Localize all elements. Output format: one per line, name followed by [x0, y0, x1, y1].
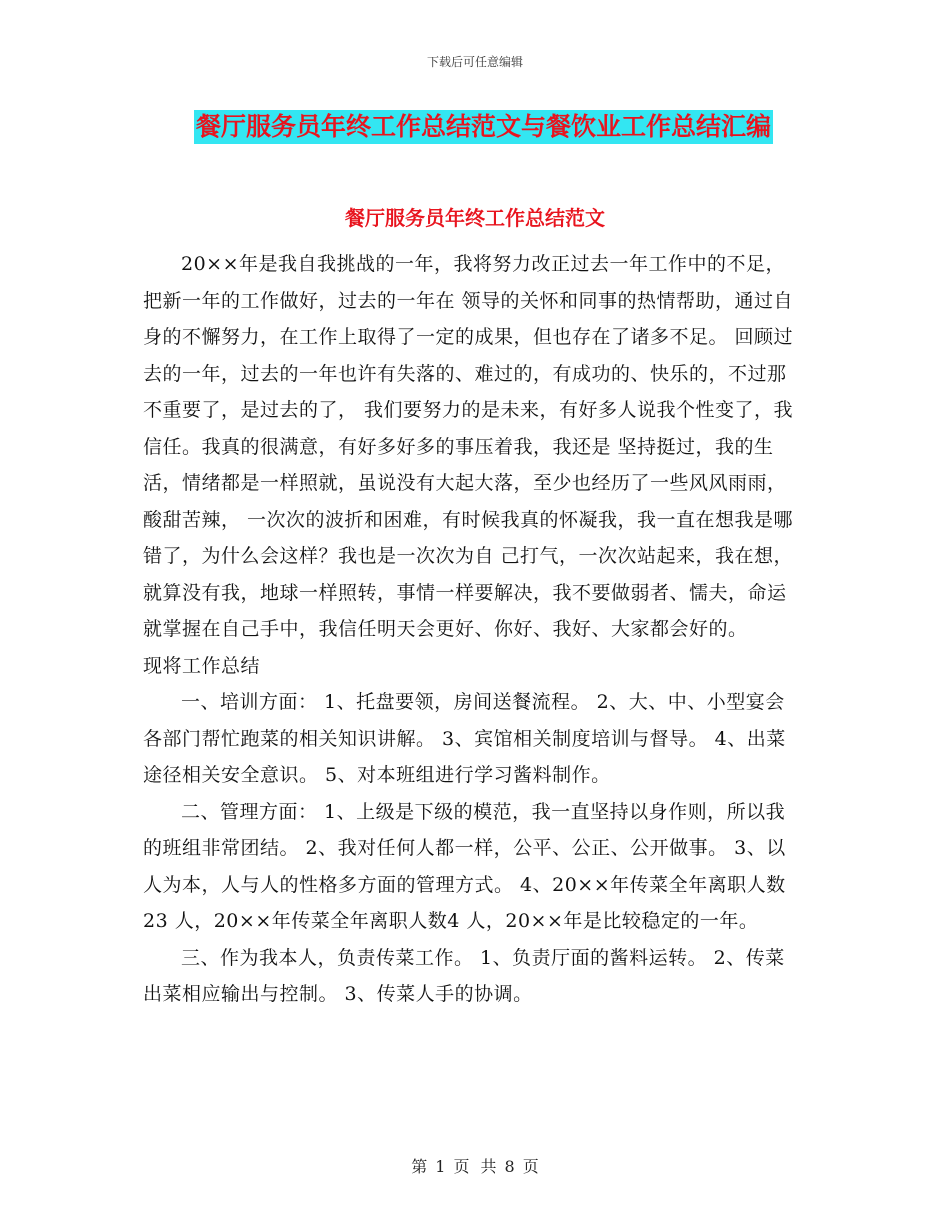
footer-prefix: 第: [411, 1157, 428, 1176]
paragraph-intro: 20××年是我自我挑战的一年，我将努力改正过去一年工作中的不足，把新一年的工作做好，过去的一年在 领导的关怀和同事的热情帮助，通过自身的不懈努力，在工作上取得了一定的成果，但也存在了诸多不足。 回顾过去的一年，过去的一年也许有失落的、难过的，有成功的、快乐的，不过那不重要了，是过去的了， 我们要努力的是未来，有好多人说我个性变了，我信任。我真的很满意，有好多好多的事压着我，我还是 坚持挺过，我的生活，情绪都是一样照就，虽说没有大起大落，至少也经历了一些风风雨雨，酸甜苦辣， 一次次的波折和困难，有时候我真的怀凝我，我一直在想我是哪错了，为什么会这样？我也是一次次为自 己打气，一次次站起来，我在想，就算没有我，地球一样照转，事情一样要解决，我不要做弱者、懦夫，命运就掌握在自己手中，我信任明天会更好、你好、我好、大家都会好的。: [143, 253, 794, 640]
paragraph-training: 一、培训方面： 1、托盘要领，房间送餐流程。 2、大、中、小型宴会各部门帮忙跑菜的相关知识讲解。 3、宾馆相关制度培训与督导。 4、出菜途径相关安全意识。 5、对本班组进行学习酱料制作。: [143, 691, 786, 786]
paragraph-duties: 三、作为我本人，负责传菜工作。 1、负责厅面的酱料运转。 2、传菜出菜相应输出与控制。 3、传菜人手的协调。: [143, 946, 785, 1005]
document-body: [143, 246, 803, 1013]
main-title: 餐厅服务员年终工作总结范文与餐饮业工作总结汇编: [194, 110, 773, 144]
paragraph-summary-lead: 现将工作总结: [143, 654, 261, 677]
footer-suffix: 页: [522, 1157, 539, 1176]
paragraph-management: 二、管理方面： 1、上级是下级的模范，我一直坚持以身作则，所以我的班组非常团结。 2、我对任何人都一样，公平、公正、公开做事。 3、以人为本，人与人的性格多方面的管理方式。 4、20××年传菜全年离职人数23 人，20××年传菜全年离职人数4 人，20××年是比较稳定的一年。: [143, 800, 786, 932]
page-number: 1: [435, 1157, 446, 1176]
page-total: 8: [504, 1157, 515, 1176]
page-footer: [0, 1154, 950, 1177]
section-title: 餐厅服务员年终工作总结范文: [345, 206, 605, 230]
footer-middle: 页 共: [453, 1157, 497, 1176]
header-note: 下载后可任意编辑: [426, 55, 523, 69]
